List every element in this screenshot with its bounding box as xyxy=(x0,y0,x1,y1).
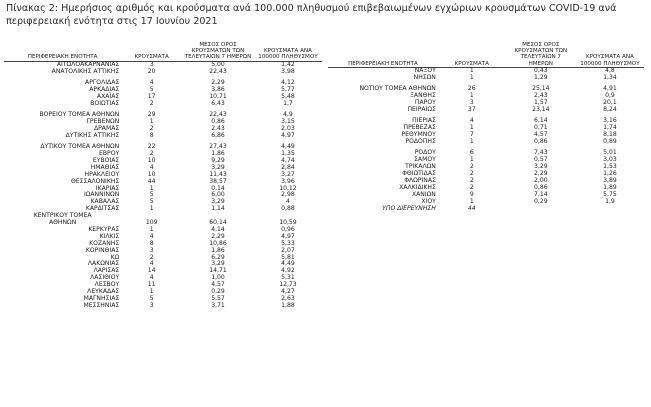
rate-per-100k-cell: 3,03 xyxy=(603,156,617,164)
rate-per-100k-cell: 5,75 xyxy=(603,190,617,198)
rate-per-100k-cell: 4,74 xyxy=(281,156,295,164)
unit-name-cell: ΑΡΚΑΔΙΑΣ xyxy=(89,86,120,94)
cases-cell: 1 xyxy=(149,288,154,296)
avg-7day-cell: 2,29 xyxy=(534,169,548,177)
col-header-rate: ΚΡΟΥΣΜΑΤΑ ΑΝΑ 100000 ΠΛΗΘΥΣΜΟΥ xyxy=(254,42,322,62)
table-row xyxy=(4,158,322,165)
table-row xyxy=(328,192,644,199)
avg-7day-cell: 3,29 xyxy=(211,198,225,206)
table-row xyxy=(4,289,322,296)
rate-per-100k-cell: 1,74 xyxy=(603,124,617,132)
cases-cell: 2 xyxy=(149,253,154,261)
avg-7day-cell: 1,86 xyxy=(211,246,225,254)
rate-per-100k-cell: 5,33 xyxy=(281,239,295,247)
cases-cell: 1 xyxy=(149,184,154,192)
cases-cell: 7 xyxy=(469,131,474,139)
cases-cell: 1 xyxy=(469,156,474,164)
rate-per-100k-cell: 2,84 xyxy=(281,163,295,171)
table-row xyxy=(328,75,644,82)
avg-7day-cell: 23,14 xyxy=(532,106,550,114)
unit-name-cell: ΑΙΤΩΛΟΑΚΑΡΝΑΝΙΑΣ xyxy=(56,61,120,69)
table-row xyxy=(4,144,322,151)
table-row xyxy=(328,118,644,125)
rate-per-100k-cell: 5,81 xyxy=(281,253,295,261)
cases-cell: 22 xyxy=(147,143,156,151)
avg-7day-cell: 3,29 xyxy=(211,163,225,171)
cases-cell: 3 xyxy=(149,246,154,254)
unit-name-cell: ΓΡΕΒΕΝΩΝ xyxy=(86,118,120,126)
cases-cell: 1 xyxy=(469,74,474,82)
unit-name-cell: ΙΚΑΡΙΑΣ xyxy=(95,184,120,192)
unit-name-cell: ΑΝΑΤΟΛΙΚΗΣ ΑΤΤΙΚΗΣ xyxy=(51,68,120,76)
table-row xyxy=(328,125,644,132)
cases-cell: 1 xyxy=(149,118,154,126)
unit-name-cell: ΙΩΑΝΝΙΝΩΝ xyxy=(83,191,120,199)
rate-per-100k-cell: 1,34 xyxy=(603,74,617,82)
unit-name-cell: ΝΗΣΩΝ xyxy=(413,74,436,82)
unit-name-cell: ΚΟΖΑΝΗΣ xyxy=(89,239,120,247)
cases-cell: 26 xyxy=(467,85,476,93)
cases-cell: 6 xyxy=(469,149,474,157)
unit-name-cell: ΣΑΜΟΥ xyxy=(414,156,436,164)
table-row xyxy=(328,199,644,206)
right-data-table xyxy=(328,42,644,212)
avg-7day-cell: 7,43 xyxy=(534,149,548,157)
table-row xyxy=(4,94,322,101)
cases-cell: 8 xyxy=(149,239,154,247)
avg-7day-cell: 1,86 xyxy=(211,149,225,157)
right-table-body xyxy=(328,68,644,213)
unit-name-cell: ΜΑΓΝΗΣΙΑΣ xyxy=(83,295,120,302)
unit-name-cell: ΔΥΤΙΚΗΣ ΑΤΤΙΚΗΣ xyxy=(65,131,120,139)
cases-cell: 4 xyxy=(149,274,154,282)
cases-cell: 44 xyxy=(147,177,156,185)
cases-cell: 5 xyxy=(149,198,154,206)
col-header-avg: ΜΕΣΟΣ ΟΡΟΣ ΚΡΟΥΣΜΑΤΩΝ ΤΩΝ ΤΕΛΕΥΤΑΙΩΝ 7 ΗΜΕΡΩΝ xyxy=(506,42,576,68)
rate-per-100k-cell: 2,98 xyxy=(281,191,295,199)
table-caption: Πίνακας 2: Ημερήσιος αριθμός και κρούσματα ανά 100.000 πληθυσμού επιβεβαιωμένων εγχώριων κρουσμάτων COVID-19 ανά περιφερειακή ενότητα στις 17 Ιουνίου 2021 xyxy=(6,3,617,27)
rate-per-100k-cell: 1,7 xyxy=(283,99,293,107)
table-row xyxy=(328,171,644,178)
rate-per-100k-cell: 1,53 xyxy=(603,163,617,171)
table-row xyxy=(4,101,322,108)
cases-cell: 4 xyxy=(149,232,154,240)
table-row xyxy=(328,164,644,171)
rate-per-100k-cell: 8,18 xyxy=(603,131,617,139)
table-row xyxy=(4,248,322,255)
table-row xyxy=(4,151,322,158)
cases-cell: 5 xyxy=(149,295,154,302)
unit-name-cell: ΔΡΑΜΑΣ xyxy=(93,124,120,132)
rate-per-100k-cell: 4,12 xyxy=(281,79,295,87)
table-row xyxy=(4,241,322,248)
cases-cell: 17 xyxy=(147,93,156,101)
rate-per-100k-cell: 10,59 xyxy=(279,219,297,227)
table-row xyxy=(4,227,322,234)
avg-7day-cell: 27,43 xyxy=(209,143,227,151)
avg-7day-cell: 0,86 xyxy=(534,138,548,146)
avg-7day-cell: 4,57 xyxy=(211,281,225,289)
cases-cell: 109 xyxy=(145,219,158,227)
unit-name-cell: ΚΙΛΚΙΣ xyxy=(99,232,120,240)
rate-per-100k-cell: 0,88 xyxy=(281,205,295,213)
table-row xyxy=(4,261,322,268)
col-header-cases: ΚΡΟΥΣΜΑΤΑ xyxy=(438,42,506,68)
table-row xyxy=(328,178,644,185)
table-row xyxy=(4,234,322,241)
rate-per-100k-cell: 1,9 xyxy=(605,197,615,205)
rate-per-100k-cell: 1,26 xyxy=(603,169,617,177)
table-row xyxy=(328,93,644,100)
unit-name-cell: ΡΟΔΟΠΗΣ xyxy=(405,138,436,146)
rate-per-100k-cell: 4,49 xyxy=(281,143,295,151)
unit-name-cell: ΛΑΡΙΣΑΣ xyxy=(93,267,120,275)
cases-cell: 2 xyxy=(469,163,474,171)
avg-7day-cell: 22,43 xyxy=(209,68,227,76)
rate-per-100k-cell: 4,49 xyxy=(281,260,295,268)
table-row xyxy=(4,172,322,179)
avg-7day-cell: 3,86 xyxy=(211,86,225,94)
avg-7day-cell: 10,86 xyxy=(209,239,227,247)
unit-name-cell: ΡΟΔΟΥ xyxy=(414,149,436,157)
avg-7day-cell: 2,29 xyxy=(211,79,225,87)
avg-7day-cell: 5,57 xyxy=(211,295,225,302)
avg-7day-cell: 6,29 xyxy=(211,253,225,261)
unit-name-cell: ΚΑΡΔΙΤΣΑΣ xyxy=(85,205,120,213)
unit-name-cell: ΧΑΛΚΙΔΙΚΗΣ xyxy=(399,183,436,191)
unit-name-cell: ΚΕΡΚΥΡΑΣ xyxy=(88,225,120,233)
unit-name-cell: ΡΕΘΥΜΝΟΥ xyxy=(401,131,436,139)
avg-7day-cell: 38,57 xyxy=(209,177,227,185)
cases-cell: 11 xyxy=(147,281,156,289)
avg-7day-cell: 1,57 xyxy=(534,99,548,107)
rate-per-100k-cell: 5,01 xyxy=(603,149,617,157)
table-row xyxy=(328,157,644,164)
unit-name-cell: ΞΑΝΘΗΣ xyxy=(410,92,436,100)
avg-7day-cell: 0,29 xyxy=(534,197,548,205)
unit-name-cell: ΠΙΕΡΙΑΣ xyxy=(412,117,436,125)
unit-name-cell: ΝΑΞΟΥ xyxy=(414,67,436,75)
cases-cell: 4 xyxy=(469,117,474,125)
avg-7day-cell: 11,43 xyxy=(209,170,227,178)
table-row xyxy=(4,275,322,282)
unit-name-cell: ΒΟΙΩΤΙΑΣ xyxy=(90,99,120,107)
table-row xyxy=(328,100,644,107)
cases-cell: 44 xyxy=(467,204,476,212)
avg-7day-cell: 3,71 xyxy=(211,301,225,309)
rate-per-100k-cell: 1,42 xyxy=(281,61,295,69)
cases-cell: 1 xyxy=(469,138,474,146)
table-row xyxy=(328,68,644,75)
avg-7day-cell: 0,71 xyxy=(534,124,548,132)
avg-7day-cell: 2,29 xyxy=(211,232,225,240)
cases-cell: 20 xyxy=(147,68,156,76)
unit-name-cell: ΒΟΡΕΙΟΥ ΤΟΜΕΑ ΑΘΗΝΩΝ xyxy=(39,111,120,119)
cases-cell: 2 xyxy=(469,169,474,177)
rate-per-100k-cell: 3,16 xyxy=(603,117,617,125)
cases-cell: 1 xyxy=(469,197,474,205)
rate-per-100k-cell: 12,73 xyxy=(279,281,297,289)
unit-name-cell: ΚΕΝΤΡΙΚΟΥ ΤΟΜΕΑ xyxy=(33,212,92,220)
avg-7day-cell: 6,14 xyxy=(534,117,548,125)
col-header-avg: ΜΕΣΟΣ ΟΡΟΣ ΚΡΟΥΣΜΑΤΩΝ ΤΩΝ ΤΕΛΕΥΤΑΙΩΝ 7 ΗΜΕΡΩΝ xyxy=(182,42,254,62)
cases-cell: 2 xyxy=(469,176,474,184)
cases-cell: 3 xyxy=(149,301,154,309)
left-data-table xyxy=(4,42,322,310)
table-row xyxy=(328,107,644,114)
unit-name-cell: ΥΠΟ ΔΙΕΡΕΥΝΗΣΗ xyxy=(382,204,436,212)
unit-name-cell: ΑΧΑΪΑΣ xyxy=(96,93,120,101)
unit-name-cell: ΠΡΕΒΕΖΑΣ xyxy=(403,124,436,132)
rate-per-100k-cell: 20,1 xyxy=(603,99,617,107)
rate-per-100k-cell: 4,91 xyxy=(603,85,617,93)
rate-per-100k-cell: 4,9 xyxy=(283,111,293,119)
unit-name-cell: ΝΟΤΙΟΥ ΤΟΜΕΑ ΑΘΗΝΩΝ xyxy=(359,85,436,93)
unit-name-cell: ΗΜΑΘΙΑΣ xyxy=(90,163,120,171)
unit-name-cell: ΤΡΙΚΑΛΩΝ xyxy=(405,163,436,171)
rate-per-100k-cell: 0,89 xyxy=(603,138,617,146)
cases-cell: 5 xyxy=(149,86,154,94)
avg-7day-cell: 22,43 xyxy=(209,111,227,119)
avg-7day-cell: 0,57 xyxy=(534,156,548,164)
unit-name-cell: ΑΡΓΟΛΙΔΑΣ xyxy=(85,79,120,87)
unit-name-cell: ΜΕΣΣΗΝΙΑΣ xyxy=(83,301,120,309)
table-row xyxy=(4,255,322,262)
table-row xyxy=(4,282,322,289)
unit-name-cell: ΕΥΒΟΙΑΣ xyxy=(92,156,120,164)
avg-7day-cell: 0,86 xyxy=(211,118,225,126)
cases-cell: 4 xyxy=(149,260,154,268)
avg-7day-cell: 2,43 xyxy=(534,92,548,100)
table-row xyxy=(4,199,322,206)
table-row xyxy=(4,133,322,140)
avg-7day-cell: 1,29 xyxy=(534,74,548,82)
rate-per-100k-cell: 5,77 xyxy=(281,86,295,94)
cases-cell: 1 xyxy=(469,124,474,132)
avg-7day-cell: 1,00 xyxy=(211,274,225,282)
avg-7day-cell: 2,43 xyxy=(211,124,225,132)
avg-7day-cell: 14,71 xyxy=(209,267,227,275)
rate-per-100k-cell: 2,03 xyxy=(281,124,295,132)
table-row xyxy=(4,119,322,126)
unit-name-cell: ΛΑΣΙΘΙΟΥ xyxy=(90,274,120,282)
unit-name-cell: ΛΑΚΩΝΙΑΣ xyxy=(87,260,120,268)
rate-per-100k-cell: 4,8 xyxy=(605,67,615,75)
rate-per-100k-cell: 3,98 xyxy=(281,68,295,76)
rate-per-100k-cell: 3,27 xyxy=(281,170,295,178)
avg-7day-cell: 4,14 xyxy=(211,225,225,233)
table-row xyxy=(4,112,322,119)
rate-per-100k-cell: 2,07 xyxy=(281,246,295,254)
avg-7day-cell: 3,29 xyxy=(534,163,548,171)
avg-7day-cell: 6,86 xyxy=(211,131,225,139)
rate-per-100k-cell: 2,63 xyxy=(281,295,295,302)
avg-7day-cell: 60,14 xyxy=(209,219,227,227)
avg-7day-cell xyxy=(506,206,576,213)
rate-per-100k-cell: 0,9 xyxy=(605,92,615,100)
table-row xyxy=(328,150,644,157)
avg-7day-cell: 10,71 xyxy=(209,93,227,101)
table-row xyxy=(328,139,644,146)
table-row xyxy=(4,126,322,133)
unit-name-cell: ΚΩ xyxy=(110,253,120,261)
cases-cell: 4 xyxy=(149,79,154,87)
table-row xyxy=(328,132,644,139)
unit-name-cell: ΚΟΡΙΝΘΙΑΣ xyxy=(85,246,120,254)
unit-name-cell: ΧΑΝΙΩΝ xyxy=(411,190,436,198)
unit-name-cell: ΘΕΣΣΑΛΟΝΙΚΗΣ xyxy=(70,177,120,185)
rate-per-100k-cell: 3,96 xyxy=(281,177,295,185)
table-row xyxy=(328,185,644,192)
avg-7day-cell: 6,00 xyxy=(211,191,225,199)
col-header-unit: ΠΕΡΙΦΕΡΕΙΑΚΗ ΕΝΟΤΗΤΑ xyxy=(328,42,438,68)
avg-7day-cell: 1,14 xyxy=(211,205,225,213)
rate-per-100k-cell: 5,48 xyxy=(281,93,295,101)
avg-7day-cell: 0,14 xyxy=(211,184,225,192)
rate-per-100k-cell: 8,24 xyxy=(603,106,617,114)
avg-7day-cell: 25,14 xyxy=(532,85,550,93)
table-row xyxy=(4,296,322,303)
unit-name-cell: ΦΛΩΡΙΝΑΣ xyxy=(404,176,436,184)
cases-cell: 9 xyxy=(469,190,474,198)
avg-7day-cell: 2,00 xyxy=(534,176,548,184)
avg-7day-cell: 3,29 xyxy=(211,260,225,268)
unit-name-cell: ΑΘΗΝΩΝ xyxy=(48,219,77,227)
unit-name-cell: ΕΒΡΟΥ xyxy=(99,149,120,157)
rate-per-100k-cell: 3,15 xyxy=(281,118,295,126)
col-header-cases: ΚΡΟΥΣΜΑΤΑ xyxy=(121,42,182,62)
rate-per-100k-cell: 5,31 xyxy=(281,274,295,282)
cases-cell: 2 xyxy=(149,99,154,107)
rate-per-100k-cell: 4,97 xyxy=(281,232,295,240)
cases-cell: 10 xyxy=(147,170,156,178)
avg-7day-cell: 4,57 xyxy=(534,131,548,139)
col-header-unit: ΠΕΡΙΦΕΡΕΙΑΚΗ ΕΝΟΤΗΤΑ xyxy=(4,42,121,62)
cases-cell: 1 xyxy=(469,67,474,75)
table-row xyxy=(4,165,322,172)
rate-per-100k-cell xyxy=(576,206,644,213)
table-row xyxy=(4,80,322,87)
cases-cell: 5 xyxy=(149,191,154,199)
avg-7day-cell: 6,43 xyxy=(211,99,225,107)
unit-name-cell: ΚΑΒΑΛΑΣ xyxy=(90,198,120,206)
cases-cell: 2 xyxy=(149,149,154,157)
table-row xyxy=(4,69,322,76)
unit-name-cell: ΦΘΙΩΤΙΔΑΣ xyxy=(402,169,436,177)
unit-name-cell: ΗΡΑΚΛΕΙΟΥ xyxy=(84,170,120,178)
col-header-rate: ΚΡΟΥΣΜΑΤΑ ΑΝΑ 100000 ΠΛΗΘΥΣΜΟΥ xyxy=(576,42,644,68)
table-row xyxy=(4,303,322,310)
table-row xyxy=(4,220,322,227)
table-row xyxy=(4,179,322,186)
rate-per-100k-cell: 3,89 xyxy=(603,176,617,184)
avg-7day-cell: 0,43 xyxy=(534,67,548,75)
unit-name-cell: ΛΕΥΚΑΔΑΣ xyxy=(87,288,120,296)
cases-cell: 4 xyxy=(149,163,154,171)
left-table-body xyxy=(4,62,322,310)
cases-cell: 1 xyxy=(469,92,474,100)
cases-cell: 1 xyxy=(149,225,154,233)
rate-per-100k-cell: 10,12 xyxy=(279,184,297,192)
rate-per-100k-cell: 1,35 xyxy=(281,149,295,157)
table-row xyxy=(4,268,322,275)
rate-per-100k-cell: 4 xyxy=(286,198,290,206)
rate-per-100k-cell: 4,27 xyxy=(281,288,295,296)
table-row xyxy=(328,86,644,93)
avg-7day-cell: 7,14 xyxy=(534,190,548,198)
avg-7day-cell: 9,29 xyxy=(211,156,225,164)
table-row xyxy=(4,186,322,193)
cases-cell: 10 xyxy=(147,156,156,164)
avg-7day-cell: 0,29 xyxy=(211,288,225,296)
unit-name-cell: ΠΑΡΟΥ xyxy=(414,99,436,107)
cases-cell: 37 xyxy=(467,106,476,114)
rate-per-100k-cell: 4,92 xyxy=(281,267,295,275)
rate-per-100k-cell: 1,89 xyxy=(603,183,617,191)
cases-cell: 14 xyxy=(147,267,156,275)
rate-per-100k-cell: 4,97 xyxy=(281,131,295,139)
rate-per-100k-cell: 0,96 xyxy=(281,225,295,233)
cases-cell: 1 xyxy=(149,205,154,213)
table-row xyxy=(328,206,644,213)
rate-per-100k-cell: 1,88 xyxy=(281,301,295,309)
cases-cell: 8 xyxy=(149,131,154,139)
cases-cell: 3 xyxy=(469,99,474,107)
unit-name-cell: ΠΕΙΡΑΙΩΣ xyxy=(407,106,436,114)
avg-7day-cell: 0,86 xyxy=(534,183,548,191)
cases-cell: 2 xyxy=(469,183,474,191)
cases-cell: 2 xyxy=(149,124,154,132)
avg-7day-cell: 5,00 xyxy=(211,61,225,69)
cases-cell: 29 xyxy=(147,111,156,119)
cases-cell: 3 xyxy=(149,61,154,69)
unit-name-cell: ΔΥΤΙΚΟΥ ΤΟΜΕΑ ΑΘΗΝΩΝ xyxy=(40,143,120,151)
table-row xyxy=(4,87,322,94)
unit-name-cell: ΧΙΟΥ xyxy=(421,197,436,205)
unit-name-cell: ΛΕΣΒΟΥ xyxy=(94,281,120,289)
table-row xyxy=(4,192,322,199)
